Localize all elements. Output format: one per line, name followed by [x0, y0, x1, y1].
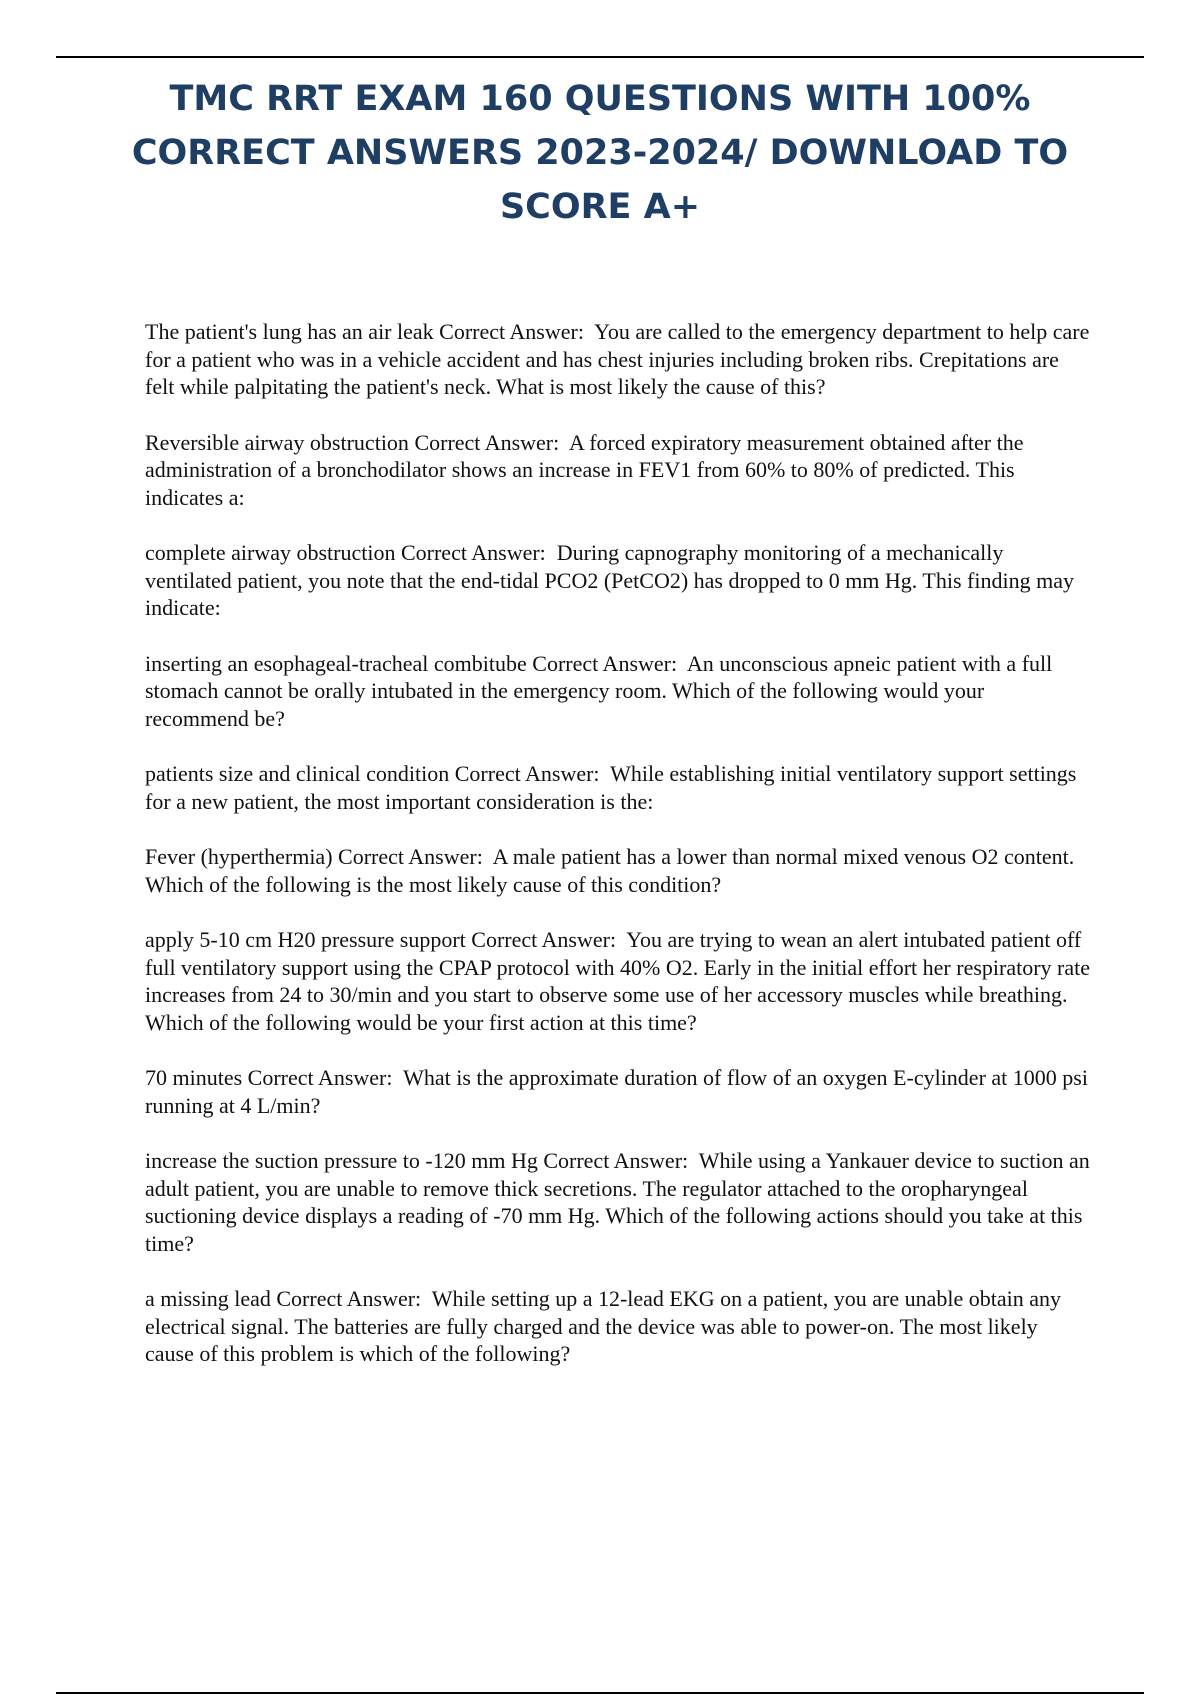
- qa-answer: Reversible airway obstruction: [145, 429, 409, 455]
- qa-item: [145, 926, 1090, 1036]
- qa-question: A forced expiratory measurement obtained after the administration of a bronchodilator shows an increase in FEV1 from 60% to 80% of predicted. This indicates a:: [145, 429, 1024, 510]
- qa-item: [145, 429, 1090, 512]
- qa-answer: complete airway obstruction: [145, 540, 396, 565]
- qa-question: While using a Yankauer device to suction an adult patient, you are unable to remove thick secretions. The regulator attached to the oropharyngeal suctioning device displays a reading of -70 mm Hg. Which of the following actions should you take at this time?: [145, 1148, 1090, 1256]
- qa-question: While setting up a 12-lead EKG on a patient, you are unable obtain any electrical signal. The batteries are fully charged and the device was able to power-on. The most likely cause of this problem is which of the following?: [145, 1286, 1062, 1366]
- qa-question: You are trying to wean an alert intubated patient off full ventilatory support using the CPAP protocol with 40% O2. Early in the initial effort her respiratory rate increases from 24 to 30/min and you start to observe some use of her accessory muscles while breathing. Which of the following would be your first action at this time?: [145, 927, 1091, 1035]
- correct-answer-label: Correct Answer:: [543, 1148, 689, 1173]
- qa-answer: patients size and clinical condition: [145, 761, 450, 786]
- qa-item: [145, 760, 1090, 815]
- correct-answer-label: Correct Answer:: [471, 927, 617, 952]
- correct-answer-label: Correct Answer:: [247, 1065, 393, 1090]
- qa-question: What is the approximate duration of flow of an oxygen E-cylinder at 1000 psi running at 4 L/min?: [145, 1065, 1088, 1118]
- qa-answer: apply 5-10 cm H20 pressure support: [145, 927, 466, 952]
- qa-item: [145, 539, 1090, 622]
- qa-question: While establishing initial ventilatory support settings for a new patient, the most important consideration is the:: [145, 761, 1077, 814]
- qa-question: You are called to the emergency department to help care for a patient who was in a vehicle accident and has chest injuries including broken ribs. Crepitations are felt while palpitating the patient's neck. What is most likely the cause of this?: [145, 319, 1090, 399]
- qa-answer: The patient's lung has an air leak: [145, 319, 434, 344]
- qa-item: [145, 1147, 1090, 1257]
- qa-answer: a missing lead: [145, 1286, 271, 1311]
- qa-answer: 70 minutes: [145, 1065, 243, 1090]
- qa-answer: Fever (hyperthermia): [145, 844, 333, 869]
- document-title: TMC RRT EXAM 160 QUESTIONS WITH 100% CORRECT ANSWERS 2023-2024/ DOWNLOAD TO SCORE A+: [131, 79, 1069, 227]
- correct-answer-label: Correct Answer:: [400, 540, 546, 565]
- correct-answer-label: Correct Answer:: [532, 650, 678, 676]
- qa-answer: increase the suction pressure to -120 mm Hg: [145, 1148, 538, 1173]
- qa-item: [145, 1285, 1090, 1368]
- qa-question: During capnography monitoring of a mechanically ventilated patient, you note that the end-tidal PCO2 (PetCO2) has dropped to 0 mm Hg. This finding may indicate:: [145, 540, 1074, 620]
- qa-item: [145, 318, 1090, 401]
- correct-answer-label: Correct Answer:: [276, 1286, 422, 1311]
- qa-item: [145, 650, 1090, 733]
- qa-question: A male patient has a lower than normal mixed venous O2 content. Which of the following is the most likely cause of this condition?: [145, 844, 1075, 897]
- footer-rule: [56, 1692, 1144, 1694]
- qa-list: [145, 318, 1090, 1396]
- qa-item: [145, 1064, 1090, 1119]
- correct-answer-label: Correct Answer:: [454, 761, 600, 786]
- correct-answer-label: Correct Answer:: [439, 319, 584, 344]
- qa-question: An unconscious apneic patient with a full stomach cannot be orally intubated in the emergency room. Which of the following would your recommend be?: [145, 650, 1053, 731]
- header-rule: [56, 56, 1144, 58]
- qa-answer: inserting an esophageal-tracheal combitube: [145, 650, 527, 676]
- correct-answer-label: Correct Answer:: [338, 844, 483, 869]
- qa-item: [145, 843, 1090, 898]
- correct-answer-label: Correct Answer:: [414, 429, 560, 455]
